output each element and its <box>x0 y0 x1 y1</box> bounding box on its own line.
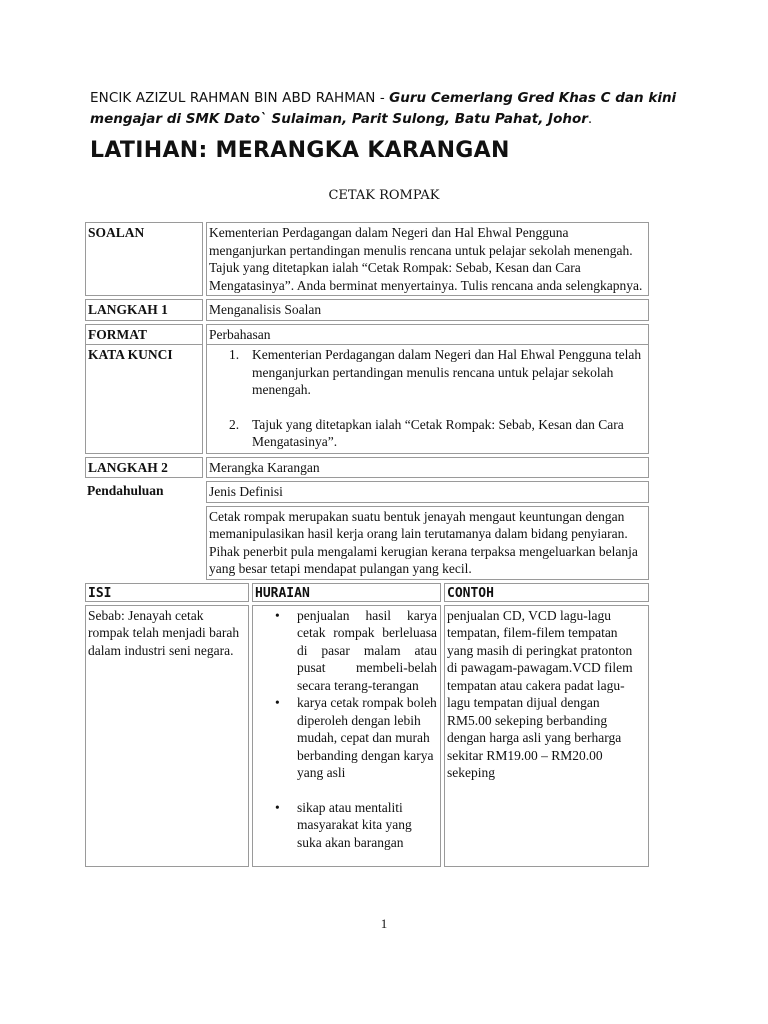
isi-header-row <box>85 583 649 602</box>
isi-cell: Sebab: Jenayah cetak rompak telah menjadi barah dalam industri seni negara. <box>85 605 249 867</box>
item-text: Tajuk yang ditetapkan ialah “Cetak Rompak: Sebab, Kesan dan Cara Mengatasinya”. <box>252 416 624 449</box>
langkah-1-text: Menganalisis Soalan <box>206 299 649 321</box>
row-pendahuluan <box>85 481 649 580</box>
author-name: ENCIK AZIZUL RAHMAN BIN ABD RAHMAN - <box>90 90 385 106</box>
soalan-label: SOALAN <box>85 222 203 296</box>
isi-content-row <box>85 605 649 867</box>
pendahuluan-type: Jenis Definisi <box>206 481 649 503</box>
essay-topic: CETAK ROMPAK <box>328 188 440 203</box>
page-number: 1 <box>380 916 388 931</box>
row-kata-kunci <box>85 344 649 454</box>
kata-kunci-list <box>206 344 649 454</box>
page-title: LATIHAN: MERANGKA KARANGAN <box>90 138 510 163</box>
langkah-2-label: LANGKAH 2 <box>85 457 203 479</box>
bullet-text: karya cetak rompak boleh diperoleh dengan lebih mudah, cepat dan murah berbanding dengan karya yang asli <box>297 695 437 780</box>
author-trailing: . <box>587 111 593 127</box>
huraian-bullet <box>255 607 437 695</box>
bullet-text: sikap atau mentaliti masyarakat kita yang suka akan barangan <box>297 799 412 850</box>
huraian-bullet <box>255 694 437 782</box>
langkah-2-text: Merangka Karangan <box>206 457 649 479</box>
pendahuluan-label: Pendahuluan <box>87 483 164 498</box>
pendahuluan-text: Cetak rompak merupakan suatu bentuk jenayah mengaut keuntungan dengan memanipulasikan hasil kerja orang lain terutamanya dalam bidang penyiaran. Pihak penerbit pula mengalami kerugian kerana terpaksa mengeluarkan belanja yang besar tetapi mendapat pulangan yang kecil. <box>206 506 649 580</box>
format-text: Perbahasan <box>206 324 649 345</box>
isi-header: ISI <box>85 583 249 602</box>
author-line <box>90 88 680 130</box>
kata-kunci-label: KATA KUNCI <box>85 344 203 454</box>
item-text: Kementerian Perdagangan dalam Negeri dan Hal Ehwal Pengguna telah menganjurkan pertandingan menulis rencana untuk pelajar sekolah menengah. <box>252 347 642 397</box>
format-label: FORMAT <box>85 324 203 345</box>
huraian-bullet <box>255 799 437 852</box>
huraian-cell <box>252 605 441 867</box>
outline-table <box>85 222 649 870</box>
bullet-text: penjualan hasil karya cetak rompak berleluasa di pasar malam atau pusat membeli-belah secara terang-terangan <box>297 607 437 693</box>
item-number: 1. <box>229 347 240 362</box>
contoh-cell: penjualan CD, VCD lagu-lagu tempatan, filem-filem tempatan yang masih di peringkat pratonton di pawagam-pawagam.VCD filem tempatan atau cakera padat lagu-lagu tempatan dijual dengan RM5.00 sekeping berbanding dengan harga asli yang berharga sekitar RM19.00 – RM20.00 sekeping <box>444 605 649 867</box>
contoh-header: CONTOH <box>444 583 649 602</box>
huraian-header: HURAIAN <box>252 583 441 602</box>
kata-kunci-item <box>209 346 645 399</box>
bullet-icon: • <box>275 695 280 710</box>
item-number: 2. <box>229 416 240 432</box>
langkah-1-label: LANGKAH 1 <box>85 299 203 321</box>
row-format <box>85 324 649 345</box>
row-langkah-2 <box>85 457 649 479</box>
bullet-icon: • <box>275 607 280 623</box>
row-soalan <box>85 222 649 296</box>
kata-kunci-item <box>209 416 645 451</box>
soalan-text: Kementerian Perdagangan dalam Negeri dan Hal Ehwal Pengguna menganjurkan pertandingan menulis rencana untuk pelajar sekolah menengah. Tajuk yang ditetapkan ialah “Cetak Rompak: Sebab, Kesan dan Cara Mengatasinya”. Anda berminat menyertainya. Tulis rencana anda selengkapnya. <box>206 222 649 296</box>
pendahuluan-content <box>206 481 649 580</box>
author-role: Guru Cemerlang Gred Khas C dan kini mengajar di SMK Dato` Sulaiman, Parit Sulong, Batu Pahat, Johor <box>90 90 677 127</box>
row-langkah-1 <box>85 299 649 321</box>
bullet-icon: • <box>275 799 280 815</box>
